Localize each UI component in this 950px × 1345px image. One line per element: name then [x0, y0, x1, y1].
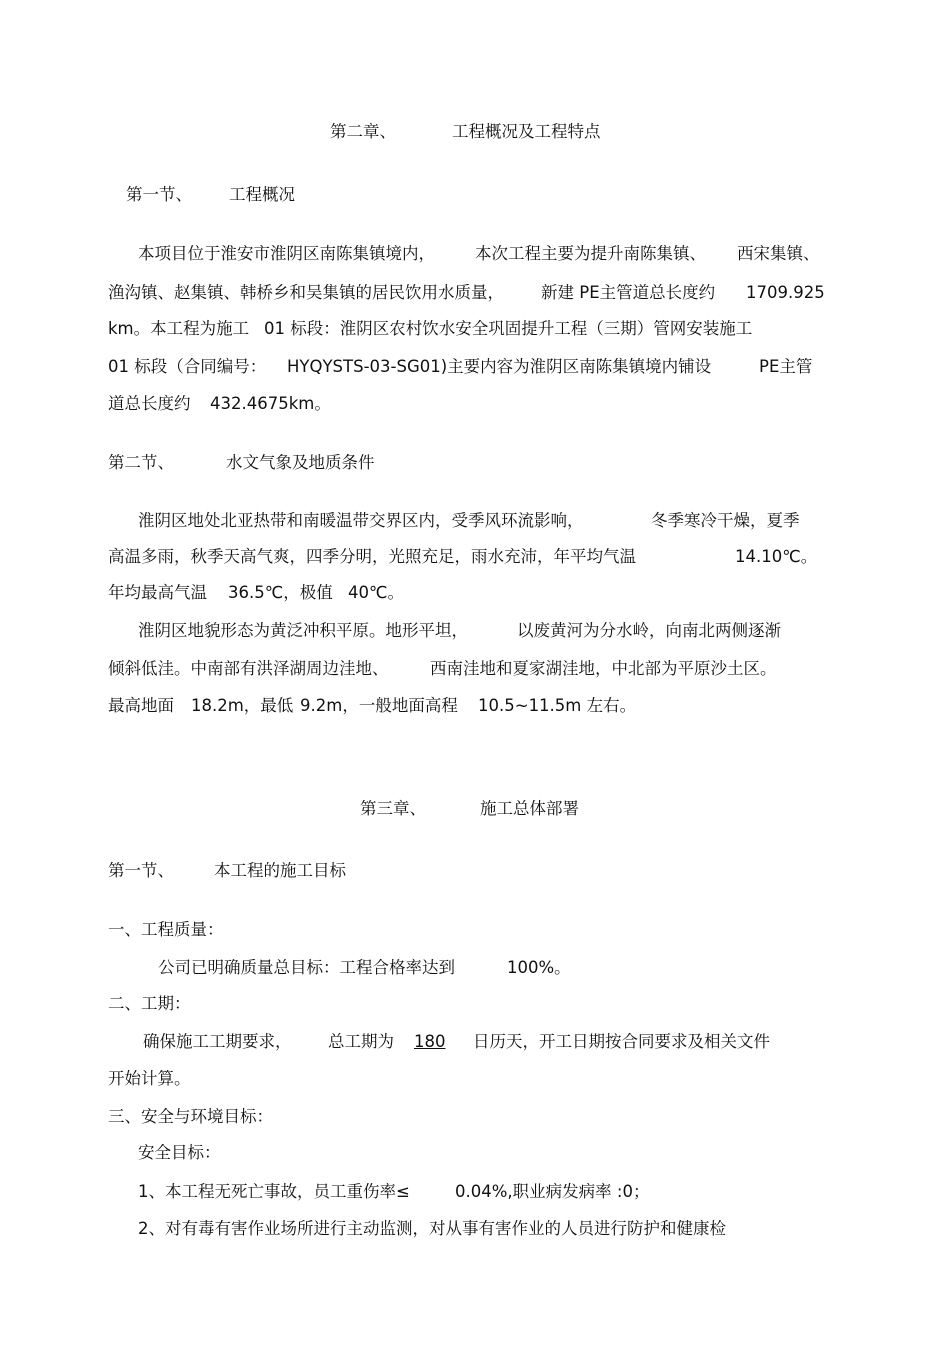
paragraph-text: 9.2m，一般地面高程 — [300, 696, 458, 715]
list-item: 2、对有毒有害作业场所进行主动监测，对从事有害作业的人员进行防护和健康检 — [138, 1219, 726, 1238]
item-heading: 三、安全与环境目标： — [108, 1107, 273, 1126]
paragraph-text: 本项目位于淮安市淮阴区南陈集镇境内， — [138, 244, 435, 263]
list-item: 1、本工程无死亡事故，员工重伤率≤ — [138, 1182, 410, 1201]
paragraph-text: HYQYSTS-03-SG01)主要内容为淮阴区南陈集镇境内铺设 — [287, 357, 712, 376]
paragraph-text: 确保施工工期要求， — [143, 1032, 292, 1051]
paragraph-text: 01 标段：淮阴区农村饮水安全巩固提升工程（三期）管网安装施工 — [264, 319, 753, 338]
paragraph-text: 新建 PE主管道总长度约 — [541, 283, 716, 302]
paragraph-text: km。本工程为施工 — [108, 319, 250, 338]
chapter-title: 施工总体部署 — [480, 799, 579, 818]
section-number: 第二节、 — [108, 453, 174, 472]
list-item: 0.04%,职业病发病率 :0； — [455, 1182, 650, 1201]
duration-days: 180 — [414, 1032, 446, 1051]
chapter-title: 工程概况及工程特点 — [452, 122, 601, 141]
paragraph-text: 倾斜低洼。中南部有洪泽湖周边洼地、 — [108, 659, 389, 678]
paragraph-text: 14.10℃。 — [735, 547, 818, 566]
chapter-number: 第三章、 — [360, 799, 426, 818]
paragraph-text: 公司已明确质量总目标：工程合格率达到 — [158, 958, 455, 977]
chapter-number: 第二章、 — [330, 122, 396, 141]
paragraph-text: 日历天，开工日期按合同要求及相关文件 — [473, 1032, 770, 1051]
paragraph-text: 01 标段（合同编号： — [108, 357, 267, 376]
paragraph-text: 本次工程主要为提升南陈集镇、 — [475, 244, 706, 263]
paragraph-text: 10.5~11.5m 左右。 — [478, 696, 637, 715]
item-heading: 二、工期： — [108, 994, 191, 1013]
paragraph-text: 冬季寒冷干燥，夏季 — [651, 511, 800, 530]
paragraph-text: 西南洼地和夏家湖洼地，中北部为平原沙土区。 — [430, 659, 777, 678]
paragraph-text: 高温多雨，秋季天高气爽，四季分明，光照充足，雨水充沛，年平均气温 — [108, 547, 636, 566]
section-number: 第一节、 — [108, 861, 174, 880]
paragraph-text: 道总长度约 — [108, 394, 191, 413]
paragraph-text: 淮阴区地貌形态为黄泛冲积平原。地形平坦， — [138, 621, 468, 640]
sub-heading: 安全目标： — [138, 1143, 221, 1162]
paragraph-text: 淮阴区地处北亚热带和南暖温带交界区内，受季风环流影响， — [138, 511, 584, 530]
paragraph-text: 总工期为 — [328, 1032, 394, 1051]
paragraph-text: PE主管 — [759, 357, 813, 376]
paragraph-text: 年均最高气温 — [108, 583, 207, 602]
paragraph-text: 100%。 — [507, 958, 571, 977]
paragraph-text: 1709.925 — [746, 283, 825, 302]
section-number: 第一节、 — [126, 185, 192, 204]
section-title: 本工程的施工目标 — [214, 861, 346, 880]
paragraph-text: 18.2m，最低 — [191, 696, 294, 715]
paragraph-text: 渔沟镇、赵集镇、韩桥乡和吴集镇的居民饮用水质量， — [108, 283, 504, 302]
section-title: 水文气象及地质条件 — [226, 453, 375, 472]
item-heading: 一、工程质量： — [108, 920, 224, 939]
section-title: 工程概况 — [229, 185, 295, 204]
paragraph-text: 最高地面 — [108, 696, 174, 715]
paragraph-text: 36.5℃，极值 — [228, 583, 333, 602]
paragraph-text: 西宋集镇、 — [737, 244, 820, 263]
paragraph-text: 432.4675km。 — [210, 394, 331, 413]
paragraph-text: 以废黄河为分水岭，向南北两侧逐渐 — [517, 621, 781, 640]
paragraph-text: 开始计算。 — [108, 1069, 191, 1088]
paragraph-text: 40℃。 — [348, 583, 405, 602]
